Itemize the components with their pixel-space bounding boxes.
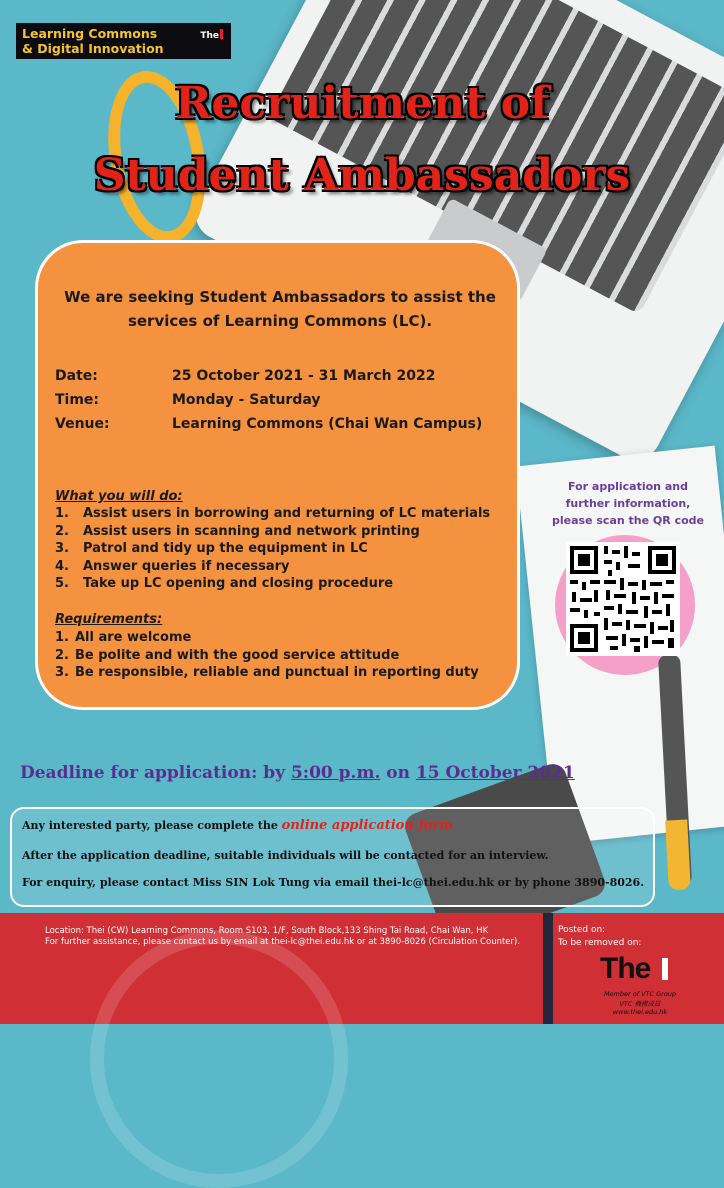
list-item: 4. Answer queries if necessary xyxy=(55,558,290,574)
list-item: 1. All are welcome xyxy=(55,630,192,645)
qr-code-icon xyxy=(566,542,680,656)
thei-logo-bar xyxy=(662,958,668,980)
brand-tag xyxy=(16,23,231,59)
thei-logo: The xyxy=(600,952,651,985)
deadline-text: Deadline for application: by 5:00 p.m. on 15 October 2021 xyxy=(20,763,575,783)
list-item: 3. Patrol and tidy up the equipment in LC xyxy=(55,541,368,556)
info-line-2: After the application deadline, suitable individuals will be contacted for an interview. xyxy=(22,849,549,862)
list-item: 1. Assist users in borrowing and returning of LC materials xyxy=(55,506,491,521)
thei-mini-logo: The xyxy=(200,29,223,44)
date-value: 25 October 2021 - 31 March 2022 xyxy=(172,368,436,384)
list-item: 2. Assist users in scanning and network printing xyxy=(55,523,420,539)
duties-heading: What you will do: xyxy=(55,489,183,504)
venue-value: Learning Commons (Chai Wan Campus) xyxy=(172,416,483,432)
list-item: 2. Be polite and with the good service attitude xyxy=(55,647,400,663)
list-item: 3. Be responsible, reliable and punctual in reporting duty xyxy=(55,665,479,680)
brand-line-1: Learning Commons xyxy=(22,26,158,41)
qr-code[interactable] xyxy=(566,542,680,656)
member-text-cn: VTC 機構成員 xyxy=(619,1000,661,1008)
intro-text: We are seeking Student Ambassadors to assist the services of Learning Commons (LC). xyxy=(64,288,496,330)
requirements-list xyxy=(55,629,479,682)
info-line-1: Any interested party, please complete the online application form xyxy=(22,818,454,833)
posted-on-label: Posted on: xyxy=(558,925,606,935)
title-line-1: Recruitment of xyxy=(174,78,550,129)
footer-location: Location: Thei (CW) Learning Commons, Room S103, 1/F, South Block,133 Shing Tai Road, Chai Wan, HK For further assistance, please contact us by email at thei-lc@thei.edu.hk or at 3890-8026 (Circulation Counter). xyxy=(45,926,521,947)
title-line-2: Student Ambassadors xyxy=(93,150,631,201)
online-application-link[interactable]: online application form xyxy=(281,818,454,833)
date-label: Date: xyxy=(55,368,98,384)
member-text: Member of VTC Group xyxy=(603,990,677,998)
time-label: Time: xyxy=(55,392,100,408)
info-line-3: For enquiry, please contact Miss SIN Lok Tung via email thei-lc@thei.edu.hk or by phone 3890-8026. xyxy=(22,876,645,889)
qr-instructions: For application and further information, please scan the QR code xyxy=(552,480,704,527)
brand-line-2: & Digital Innovation xyxy=(22,41,164,56)
venue-label: Venue: xyxy=(55,416,110,432)
list-item: 5. Take up LC opening and closing procedure xyxy=(55,576,394,591)
time-value: Monday - Saturday xyxy=(172,392,321,408)
cup-illustration xyxy=(90,930,348,1188)
duties-list xyxy=(55,505,490,593)
footer-divider xyxy=(543,913,553,1024)
removed-on-label: To be removed on: xyxy=(558,938,642,948)
footer-url[interactable]: www.thei.edu.hk xyxy=(612,1008,668,1016)
pen-tip-illustration xyxy=(665,819,691,890)
requirements-heading: Requirements: xyxy=(55,612,163,627)
